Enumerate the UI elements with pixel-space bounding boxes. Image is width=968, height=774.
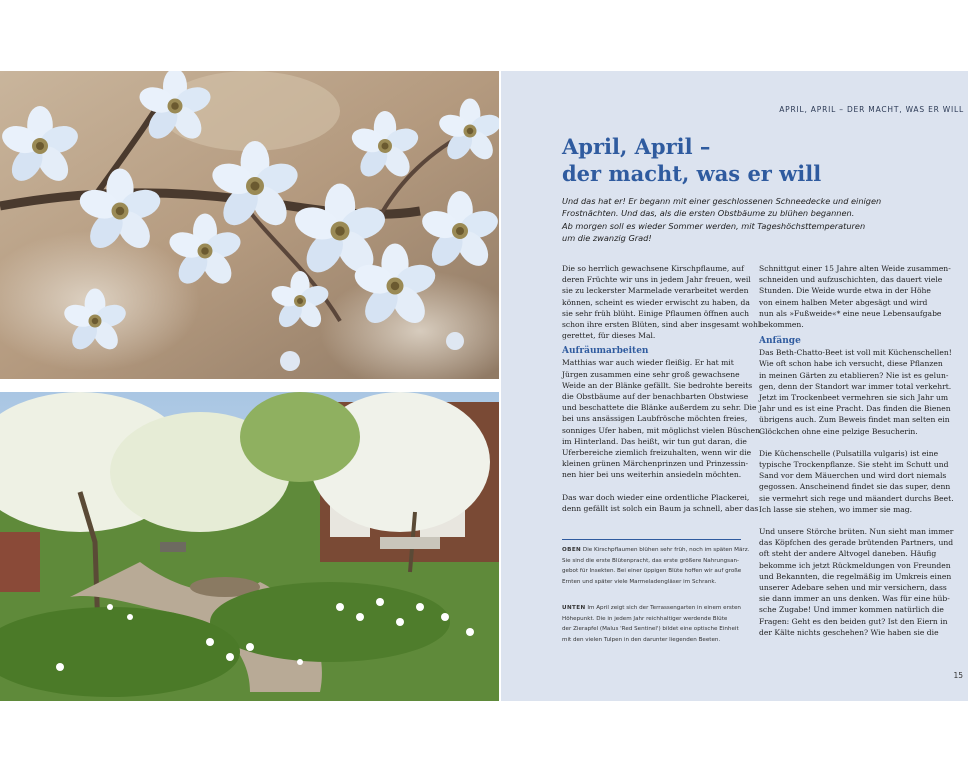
text-line: sonniges Ufer haben, mit möglichst vielen Büschen	[562, 425, 761, 435]
caption-divider	[562, 539, 741, 540]
text-line: Schnittgut einer 15 Jahre alten Weide zusammen-	[759, 264, 951, 273]
running-head: APRIL, APRIL – DER MACHT, WAS ER WILL	[779, 105, 964, 114]
lead-line: Frostnächten. Und das, als die ersten Obstbäume zu blühen begannen.	[562, 208, 855, 219]
paragraph	[759, 347, 952, 437]
text-column-right	[759, 263, 954, 638]
text-line: Und unsere Störche brüten. Nun sieht man immer	[759, 527, 954, 537]
text-line: Das Beth-Chatto-Beet ist voll mit Küchenschellen!	[759, 348, 952, 358]
text-line: Jetzt im Trockenbeet vermehren sie sich Jahr um	[759, 393, 949, 403]
text-line: unserer Adebare sehen und mir versichern, dass	[759, 583, 947, 593]
text-line: Die so herrlich gewachsene Kirschpflaume, auf	[562, 264, 744, 273]
text-line: sie vermehrt sich rege und mäandert durchs Beet.	[759, 493, 954, 503]
caption-label: UNTEN	[562, 605, 586, 611]
photo-cherry-plum-blossoms	[0, 71, 499, 379]
text-line: Wie oft schon habe ich versucht, diese Pflanzen	[759, 359, 943, 369]
text-line: Sand vor dem Mäuerchen und wird dort niemals	[759, 471, 947, 481]
text-line: von einem halben Meter abgesägt und wird	[759, 297, 928, 307]
text-line: bei uns ansässigen Laubfrösche möchten freies,	[562, 414, 748, 424]
text-line: bekomme ich jetzt Rückmeldungen von Freunden	[759, 560, 951, 570]
paragraph	[562, 492, 759, 514]
article-panel	[501, 71, 968, 701]
title-line: April, April –	[562, 134, 711, 159]
section-heading-anfaenge: Anfänge	[759, 336, 801, 347]
title-line: der macht, was er will	[562, 161, 822, 186]
text-column-left	[562, 263, 761, 514]
lead-line: Und das hat er! Er begann mit einer geschlossenen Schneedecke und einigen	[562, 196, 882, 206]
caption-line	[562, 545, 750, 556]
caption-line: Sie sind die erste Blütenpracht, das erste größere Nahrungsan-	[562, 557, 740, 564]
text-line: übrigens auch. Zum Beweis findet man selten ein	[759, 415, 950, 425]
text-line: der Kälte nichts geschehen? Wie haben sie die	[759, 627, 939, 637]
lead-line: Ab morgen soll es wieder Sommer werden, mit Tageshöchsttemperaturen	[562, 220, 866, 231]
paragraph	[759, 526, 954, 638]
text-line: Matthias war auch wieder fleißig. Er hat mit	[562, 358, 734, 368]
text-line: nun als »Fußweide«* eine neue Lebensaufgabe	[759, 308, 942, 318]
text-line: deren Früchte wir uns in jedem Jahr freuen, weil	[562, 275, 751, 285]
text-line: oft steht der andere Altvogel daneben. Häufig	[759, 549, 937, 559]
text-line: gerettet, für dieses Mal.	[562, 331, 656, 341]
caption-line: der Zierapfel (Malus 'Red Sentinel') bildet eine optische Einheit	[562, 626, 739, 633]
text-line: Stunden. Die Weide wurde etwa in der Höhe	[759, 286, 931, 296]
caption-text: Die Kirschpflaumen blühen sehr früh, noch im späten März.	[582, 547, 750, 553]
caption-line: Ernten und später viele Marmeladengläser im Schrank.	[562, 578, 717, 585]
text-line: das Köpfchen des gerade brütenden Partners, und	[759, 538, 954, 548]
page-number: 15	[953, 671, 963, 680]
text-line: Jahr und es ist eine Pracht. Das finden die Bienen	[759, 404, 951, 414]
text-line: typische Trockenpflanze. Sie steht im Schutt und	[759, 460, 949, 470]
caption-line: gebot für Insekten. Bei einer üppigen Blüte hoffen wir auf große	[562, 568, 742, 575]
text-line: kleinen grünen Märchenprinzen und Prinzessin-	[562, 459, 749, 469]
paragraph	[562, 357, 761, 480]
text-line: gegossen. Anscheinend findet sie das super, denn	[759, 482, 951, 492]
paragraph	[562, 263, 761, 341]
text-line: Die Küchenschelle (Pulsatilla vulgaris) ist eine	[759, 448, 939, 458]
text-line: Uferbereiche ziemlich freizuhalten, wenn wir die	[562, 448, 752, 458]
photo-caption-bottom	[562, 603, 747, 645]
text-line: sie dann immer an uns denken. Was für eine hüb-	[759, 594, 950, 604]
text-line: schneiden und aufzuschichten, das dauert viele	[759, 275, 943, 285]
text-line: und beschattete die Blänke außerdem zu sehr. Die	[562, 403, 757, 413]
caption-line: mit den vielen Tulpen in den darunter liegenden Beeten.	[562, 636, 721, 643]
text-line: Weide an der Blänke gefällt. Sie bedrohte bereits	[562, 380, 753, 390]
text-line: die Obstbäume auf der benachbarten Obstwiese	[562, 392, 749, 402]
caption-label: OBEN	[562, 547, 582, 553]
text-line: sche Zugabe! Und immer kommen natürlich die	[759, 605, 944, 615]
text-line: Fragen: Geht es den beiden gut? Ist den Eiern in	[759, 616, 948, 626]
text-line: Jürgen zusammen eine sehr groß gewachsene	[562, 369, 740, 379]
article-title	[562, 133, 922, 187]
text-line: können, scheint es wieder erwischt zu haben, da	[562, 297, 750, 307]
text-line: Glöckchen ohne eine pelzige Besucherin.	[759, 426, 918, 436]
caption-line: Höhepunkt. Die in jedem Jahr reichhaltiger werdende Blüte	[562, 615, 728, 622]
text-line: schon ihre ersten Blüten, sind aber insgesamt wohl	[562, 320, 761, 330]
text-line: Das war doch wieder eine ordentliche Plackerei,	[562, 492, 750, 502]
caption-line	[562, 603, 747, 614]
section-heading-aufraeumarbeiten: Aufräumarbeiten	[562, 346, 649, 357]
text-line: denn gefällt ist solch ein Baum ja schnell, aber das	[562, 503, 759, 513]
text-line: nen hier bei uns weiterhin ansiedeln möchten.	[562, 470, 742, 480]
text-line: bekommen.	[759, 320, 804, 330]
text-line: im Hinterland. Das heißt, wir tun gut daran, die	[562, 436, 747, 446]
paragraph	[759, 263, 949, 330]
lead-paragraph	[562, 195, 882, 245]
photo-caption-top	[562, 545, 750, 587]
photo-terrace-garden	[0, 392, 499, 701]
text-line: sie zu leckerster Marmelade verarbeitet werden	[562, 286, 749, 296]
lead-line: um die zwanzig Grad!	[562, 233, 652, 244]
text-line: gen, denn der Standort war immer total verkehrt.	[759, 381, 952, 391]
text-line: sie sehr früh blüht. Einige Pflaumen öffnen auch	[562, 308, 750, 318]
paragraph	[759, 448, 954, 515]
text-line: Ich lasse sie stehen, wo immer sie mag.	[759, 504, 913, 514]
caption-text: Im April zeigt sich der Terrassengarten in einem ersten	[587, 605, 741, 611]
text-line: und Bekannten, die regelmäßig im Umkreis einen	[759, 571, 952, 581]
text-line: in meinen Gärten zu etablieren? Nie ist es gelun-	[759, 370, 949, 380]
